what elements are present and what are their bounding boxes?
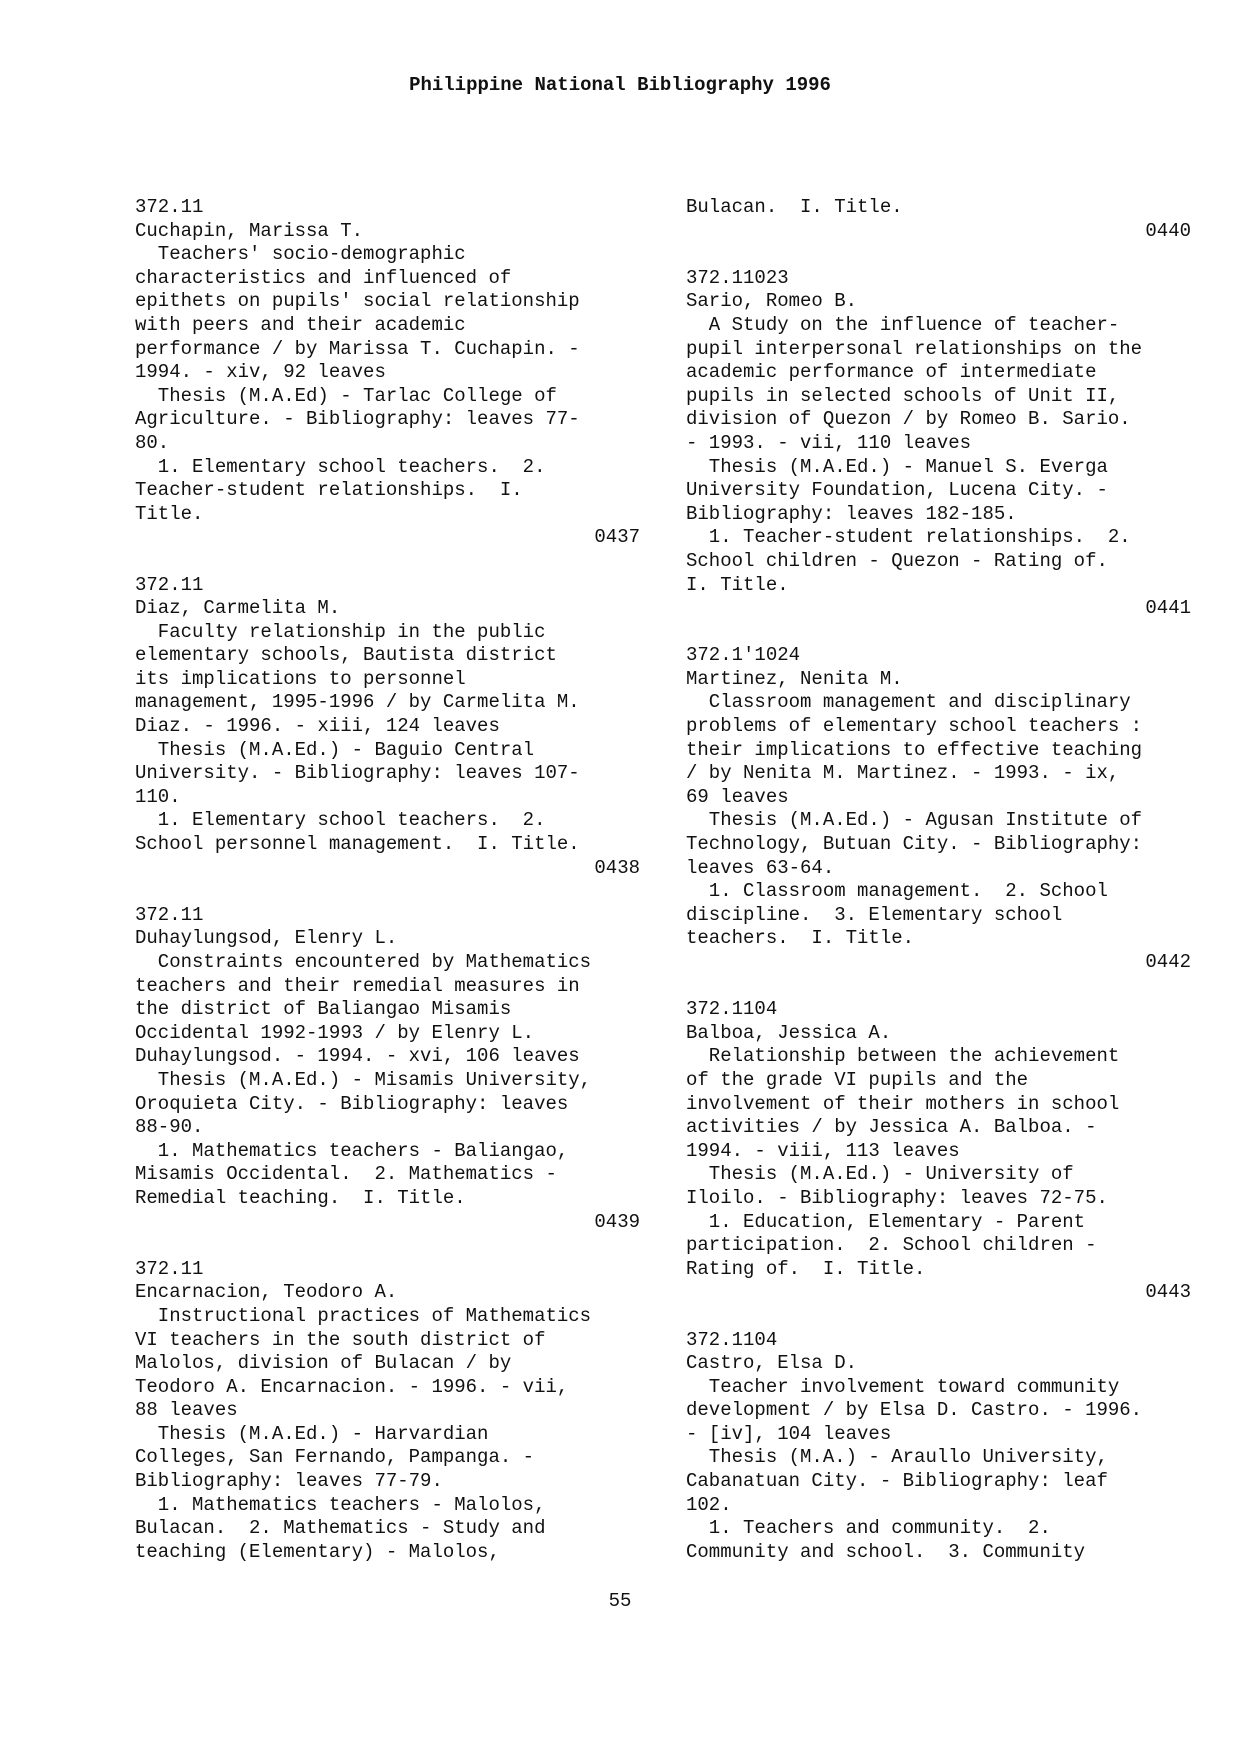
entry-line: epithets on pupils' social relationship <box>135 290 580 313</box>
entry-line: VI teachers in the south district of <box>135 1328 546 1351</box>
entry-line: Colleges, San Fernando, Pampanga. - <box>135 1446 535 1469</box>
entry-line: their implications to effective teaching <box>686 738 1143 761</box>
author-name: Martinez, Nenita M. <box>686 667 903 690</box>
entry-line: characteristics and influenced of <box>135 266 512 289</box>
bibliography-entry <box>135 904 640 1234</box>
entry-line: 110. <box>135 785 181 808</box>
call-number: 372.1104 <box>686 1328 778 1351</box>
entry-line: Remedial teaching. I. Title. <box>135 1186 466 1209</box>
entry-line: Teacher involvement toward community <box>686 1375 1120 1398</box>
record-number: 0441 <box>1145 597 1191 620</box>
entry-line: elementary schools, Bautista district <box>135 644 557 667</box>
bibliography-entry <box>135 574 640 881</box>
entry-line: 69 leaves <box>686 785 789 808</box>
entry-line: A Study on the influence of teacher- <box>686 313 1120 336</box>
entry-spacer <box>135 880 640 904</box>
entry-line: development / by Elsa D. Castro. - 1996. <box>686 1399 1143 1422</box>
entry-line: 1. Mathematics teachers - Malolos, <box>135 1493 546 1516</box>
entry-line: 102. <box>686 1493 732 1516</box>
entry-line: pupils in selected schools of Unit II, <box>686 384 1120 407</box>
entry-line: Thesis (M.A.Ed.) - Baguio Central <box>135 738 535 761</box>
call-number: 372.1104 <box>686 998 778 1021</box>
bibliography-entry <box>135 196 640 550</box>
call-number: 372.1'1024 <box>686 644 801 667</box>
entry-spacer <box>686 243 1191 267</box>
entry-line: Thesis (M.A.) - Araullo University, <box>686 1446 1108 1469</box>
entry-line: with peers and their academic <box>135 313 466 336</box>
entry-line: Malolos, division of Bulacan / by <box>135 1352 512 1375</box>
entry-line: University. - Bibliography: leaves 107- <box>135 762 580 785</box>
entry-line: 1. Teacher-student relationships. 2. <box>686 526 1131 549</box>
call-number: 372.11 <box>135 196 204 218</box>
entry-line: Thesis (M.A.Ed.) - Manuel S. Everga <box>686 455 1108 478</box>
entry-line: 1994. - viii, 113 leaves <box>686 1139 960 1162</box>
entry-line: 80. <box>135 431 170 454</box>
entry-line: / by Nenita M. Martinez. - 1993. - ix, <box>686 762 1120 785</box>
author-name: Diaz, Carmelita M. <box>135 597 341 620</box>
entry-line: Instructional practices of Mathematics <box>135 1304 592 1327</box>
entry-line: 1. Mathematics teachers - Baliangao, <box>135 1139 569 1162</box>
bibliography-entry <box>686 267 1191 621</box>
entry-line: Classroom management and disciplinary <box>686 691 1131 714</box>
entry-line: academic performance of intermediate <box>686 361 1097 384</box>
entry-line: Constraints encountered by Mathematics <box>135 951 592 973</box>
entry-spacer <box>135 550 640 574</box>
entry-line: Faculty relationship in the public <box>135 620 546 643</box>
entry-line: discipline. 3. Elementary school <box>686 903 1063 926</box>
entry-line: Relationship between the achievement <box>686 1045 1120 1068</box>
entry-line: - 1993. - vii, 110 leaves <box>686 431 972 454</box>
entry-spacer <box>686 621 1191 645</box>
entry-line: pupil interpersonal relationships on the <box>686 337 1143 360</box>
entry-line: activities / by Jessica A. Balboa. - <box>686 1116 1097 1139</box>
entry-spacer <box>686 1305 1191 1329</box>
entry-line: University Foundation, Lucena City. - <box>686 479 1108 502</box>
entry-line: Bulacan. 2. Mathematics - Study and <box>135 1517 546 1540</box>
entry-line: I. Title. <box>686 573 789 596</box>
entry-line: Thesis (M.A.Ed.) - Misamis University, <box>135 1068 592 1091</box>
bibliography-entry <box>686 196 1191 243</box>
entry-line: problems of elementary school teachers : <box>686 715 1143 738</box>
entry-line: teachers. I. Title. <box>686 927 915 950</box>
entry-line: Title. <box>135 502 204 525</box>
entry-line: Rating of. I. Title. <box>686 1257 926 1280</box>
entry-line: Duhaylungsod. - 1994. - xvi, 106 leaves <box>135 1045 580 1068</box>
entry-line: Bibliography: leaves 182-185. <box>686 502 1017 525</box>
entry-line: Misamis Occidental. 2. Mathematics - <box>135 1163 557 1186</box>
record-number: 0443 <box>1145 1281 1191 1304</box>
record-number: 0439 <box>594 1210 640 1233</box>
call-number: 372.11 <box>135 573 204 596</box>
record-number: 0440 <box>1145 219 1191 242</box>
bibliography-entry <box>135 1258 640 1565</box>
entry-line: School children - Quezon - Rating of. <box>686 549 1108 572</box>
page-number: 55 <box>608 1590 632 1612</box>
page-title: Philippine National Bibliography 1996 <box>409 74 831 96</box>
record-number: 0437 <box>594 526 640 549</box>
entry-line: performance / by Marissa T. Cuchapin. - <box>135 337 580 360</box>
entry-line: teachers and their remedial measures in <box>135 974 580 997</box>
entry-line: Agriculture. - Bibliography: leaves 77- <box>135 408 580 431</box>
right-column <box>686 196 1191 1564</box>
bibliography-entry <box>686 644 1191 974</box>
call-number: 372.11023 <box>686 266 789 289</box>
entry-line: its implications to personnel <box>135 667 466 690</box>
entry-line: Technology, Butuan City. - Bibliography: <box>686 833 1143 856</box>
entry-line: Thesis (M.A.Ed.) - Agusan Institute of <box>686 809 1143 832</box>
author-name: Cuchapin, Marissa T. <box>135 219 364 242</box>
author-name: Duhaylungsod, Elenry L. <box>135 927 398 950</box>
entry-line: Thesis (M.A.Ed.) - Harvardian <box>135 1422 489 1445</box>
bibliography-entry <box>686 998 1191 1305</box>
entry-line: management, 1995-1996 / by Carmelita M. <box>135 691 580 714</box>
record-number: 0442 <box>1145 951 1191 973</box>
call-number: 372.11 <box>135 903 204 926</box>
entry-spacer <box>135 1234 640 1258</box>
entry-spacer <box>686 975 1191 999</box>
entry-line: teaching (Elementary) - Malolos, <box>135 1540 500 1563</box>
entry-line: Diaz. - 1996. - xiii, 124 leaves <box>135 715 500 738</box>
entry-line: 1. Elementary school teachers. 2. <box>135 455 546 478</box>
entry-line: Occidental 1992-1993 / by Elenry L. <box>135 1021 535 1044</box>
entry-line: - [iv], 104 leaves <box>686 1422 892 1445</box>
call-number: 372.11 <box>135 1257 204 1280</box>
author-name: Sario, Romeo B. <box>686 290 858 313</box>
call-number: Bulacan. I. Title. <box>686 196 903 218</box>
record-number: 0438 <box>594 856 640 879</box>
left-column <box>135 196 640 1564</box>
entry-line: Bibliography: leaves 77-79. <box>135 1470 443 1493</box>
entry-line: 1. Education, Elementary - Parent <box>686 1210 1086 1233</box>
entry-line: Community and school. 3. Community <box>686 1540 1086 1563</box>
entry-line: Thesis (M.A.Ed) - Tarlac College of <box>135 384 557 407</box>
entry-line: 1. Teachers and community. 2. <box>686 1517 1051 1540</box>
entry-line: 88-90. <box>135 1116 204 1139</box>
bibliography-entry <box>686 1329 1191 1565</box>
entry-line: involvement of their mothers in school <box>686 1092 1120 1115</box>
entry-line: leaves 63-64. <box>686 856 835 879</box>
entry-line: participation. 2. School children - <box>686 1234 1097 1257</box>
entry-line: division of Quezon / by Romeo B. Sario. <box>686 408 1131 431</box>
entry-line: 88 leaves <box>135 1399 238 1422</box>
entry-line: Cabanatuan City. - Bibliography: leaf <box>686 1470 1108 1493</box>
entry-line: 1994. - xiv, 92 leaves <box>135 361 386 384</box>
author-name: Encarnacion, Teodoro A. <box>135 1281 398 1304</box>
entry-line: School personnel management. I. Title. <box>135 833 580 856</box>
entry-line: 1. Classroom management. 2. School <box>686 880 1108 903</box>
entry-line: Thesis (M.A.Ed.) - University of <box>686 1163 1074 1186</box>
entry-line: Oroquieta City. - Bibliography: leaves <box>135 1092 569 1115</box>
entry-line: Teacher-student relationships. I. <box>135 479 523 502</box>
entry-line: Iloilo. - Bibliography: leaves 72-75. <box>686 1186 1108 1209</box>
entry-line: of the grade VI pupils and the <box>686 1068 1029 1091</box>
entry-line: 1. Elementary school teachers. 2. <box>135 809 546 832</box>
author-name: Castro, Elsa D. <box>686 1352 858 1375</box>
author-name: Balboa, Jessica A. <box>686 1021 892 1044</box>
entry-line: Teodoro A. Encarnacion. - 1996. - vii, <box>135 1375 569 1398</box>
entry-line: the district of Baliangao Misamis <box>135 998 512 1021</box>
entry-line: Teachers' socio-demographic <box>135 243 466 266</box>
